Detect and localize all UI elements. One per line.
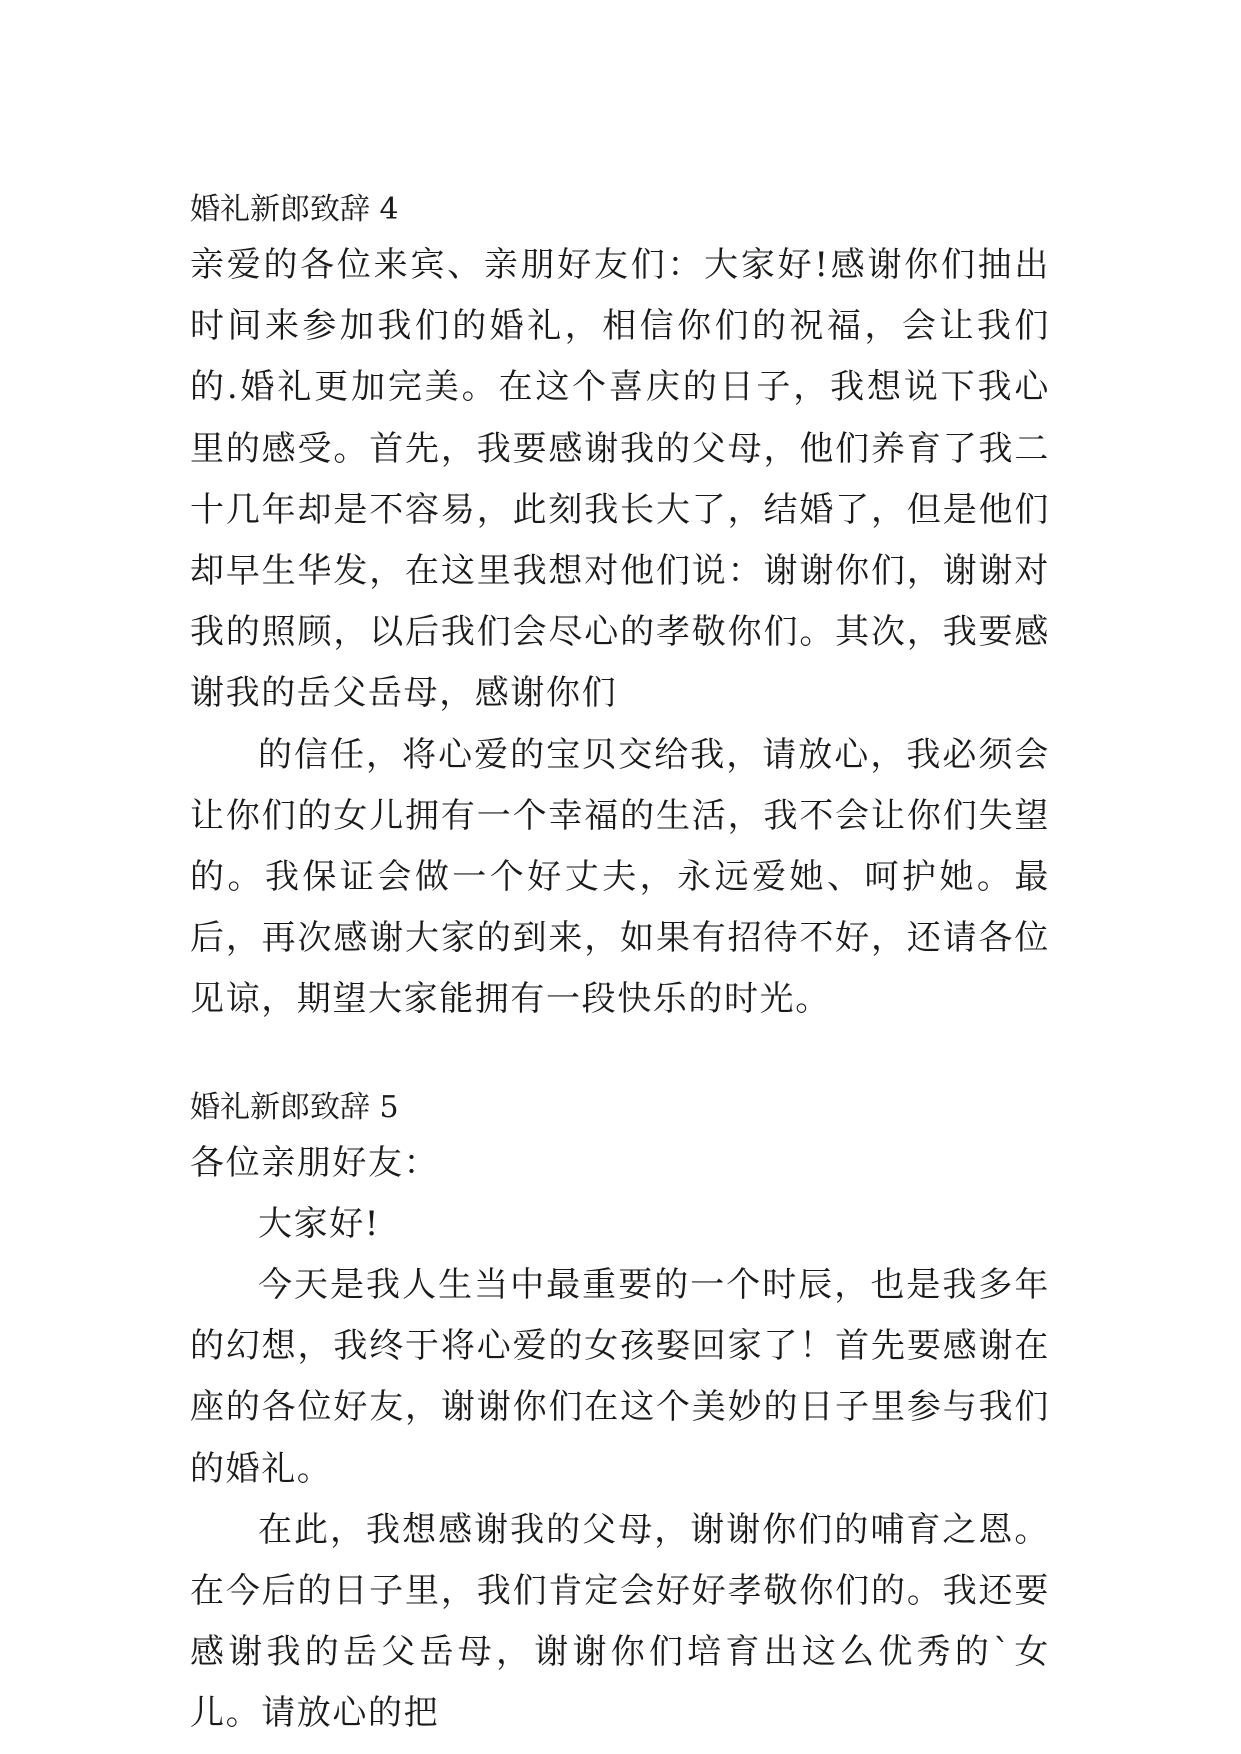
section-title: 婚礼新郎致辞 4 <box>190 192 399 227</box>
paragraph: 大家好! <box>258 1203 381 1244</box>
paragraph: 的信任，将心爱的宝贝交给我，请放心，我必须会让你们的女儿拥有一个幸福的生活，我不会让你们失望的。我保证会做一个好丈夫，永远爱她、呵护她。最后，再次感谢大家的到来，如果有招待不好，还请各位见谅，期望大家能拥有一段快乐的时光。 <box>190 734 1050 1020</box>
document-body <box>190 185 1050 1745</box>
section-title: 婚礼新郎致辞 5 <box>190 1089 399 1125</box>
paragraph: 在此，我想感谢我的父母，谢谢你们的哺育之恩。在今后的日子里，我们肯定会好好孝敬你们的。我还要感谢我的岳父岳母，谢谢你们培育出这么优秀的`女儿。请放心的把 <box>190 1509 1050 1734</box>
salutation: 各位亲朋好友： <box>190 1142 440 1183</box>
paragraph: 亲爱的各位来宾、亲朋好友们：大家好!感谢你们抽出时间来参加我们的婚礼，相信你们的祝福，会让我们的.婚礼更加完美。在这个喜庆的日子，我想说下我心里的感受。首先，我要感谢我的父母，他们养育了我二十几年却是不容易，此刻我长大了，结婚了，但是他们却早生华发，在这里我想对他们说：谢谢你们，谢谢对我的照顾，以后我们会尽心的孝敬你们。其次，我要感谢我的岳父岳母，感谢你们 <box>190 245 1050 714</box>
section-gap <box>190 1031 1050 1083</box>
paragraph: 今天是我人生当中最重要的一个时辰，也是我多年的幻想，我终于将心爱的女孩娶回家了！首先要感谢在座的各位好友，谢谢你们在这个美妙的日子里参与我们的婚礼。 <box>190 1265 1050 1489</box>
